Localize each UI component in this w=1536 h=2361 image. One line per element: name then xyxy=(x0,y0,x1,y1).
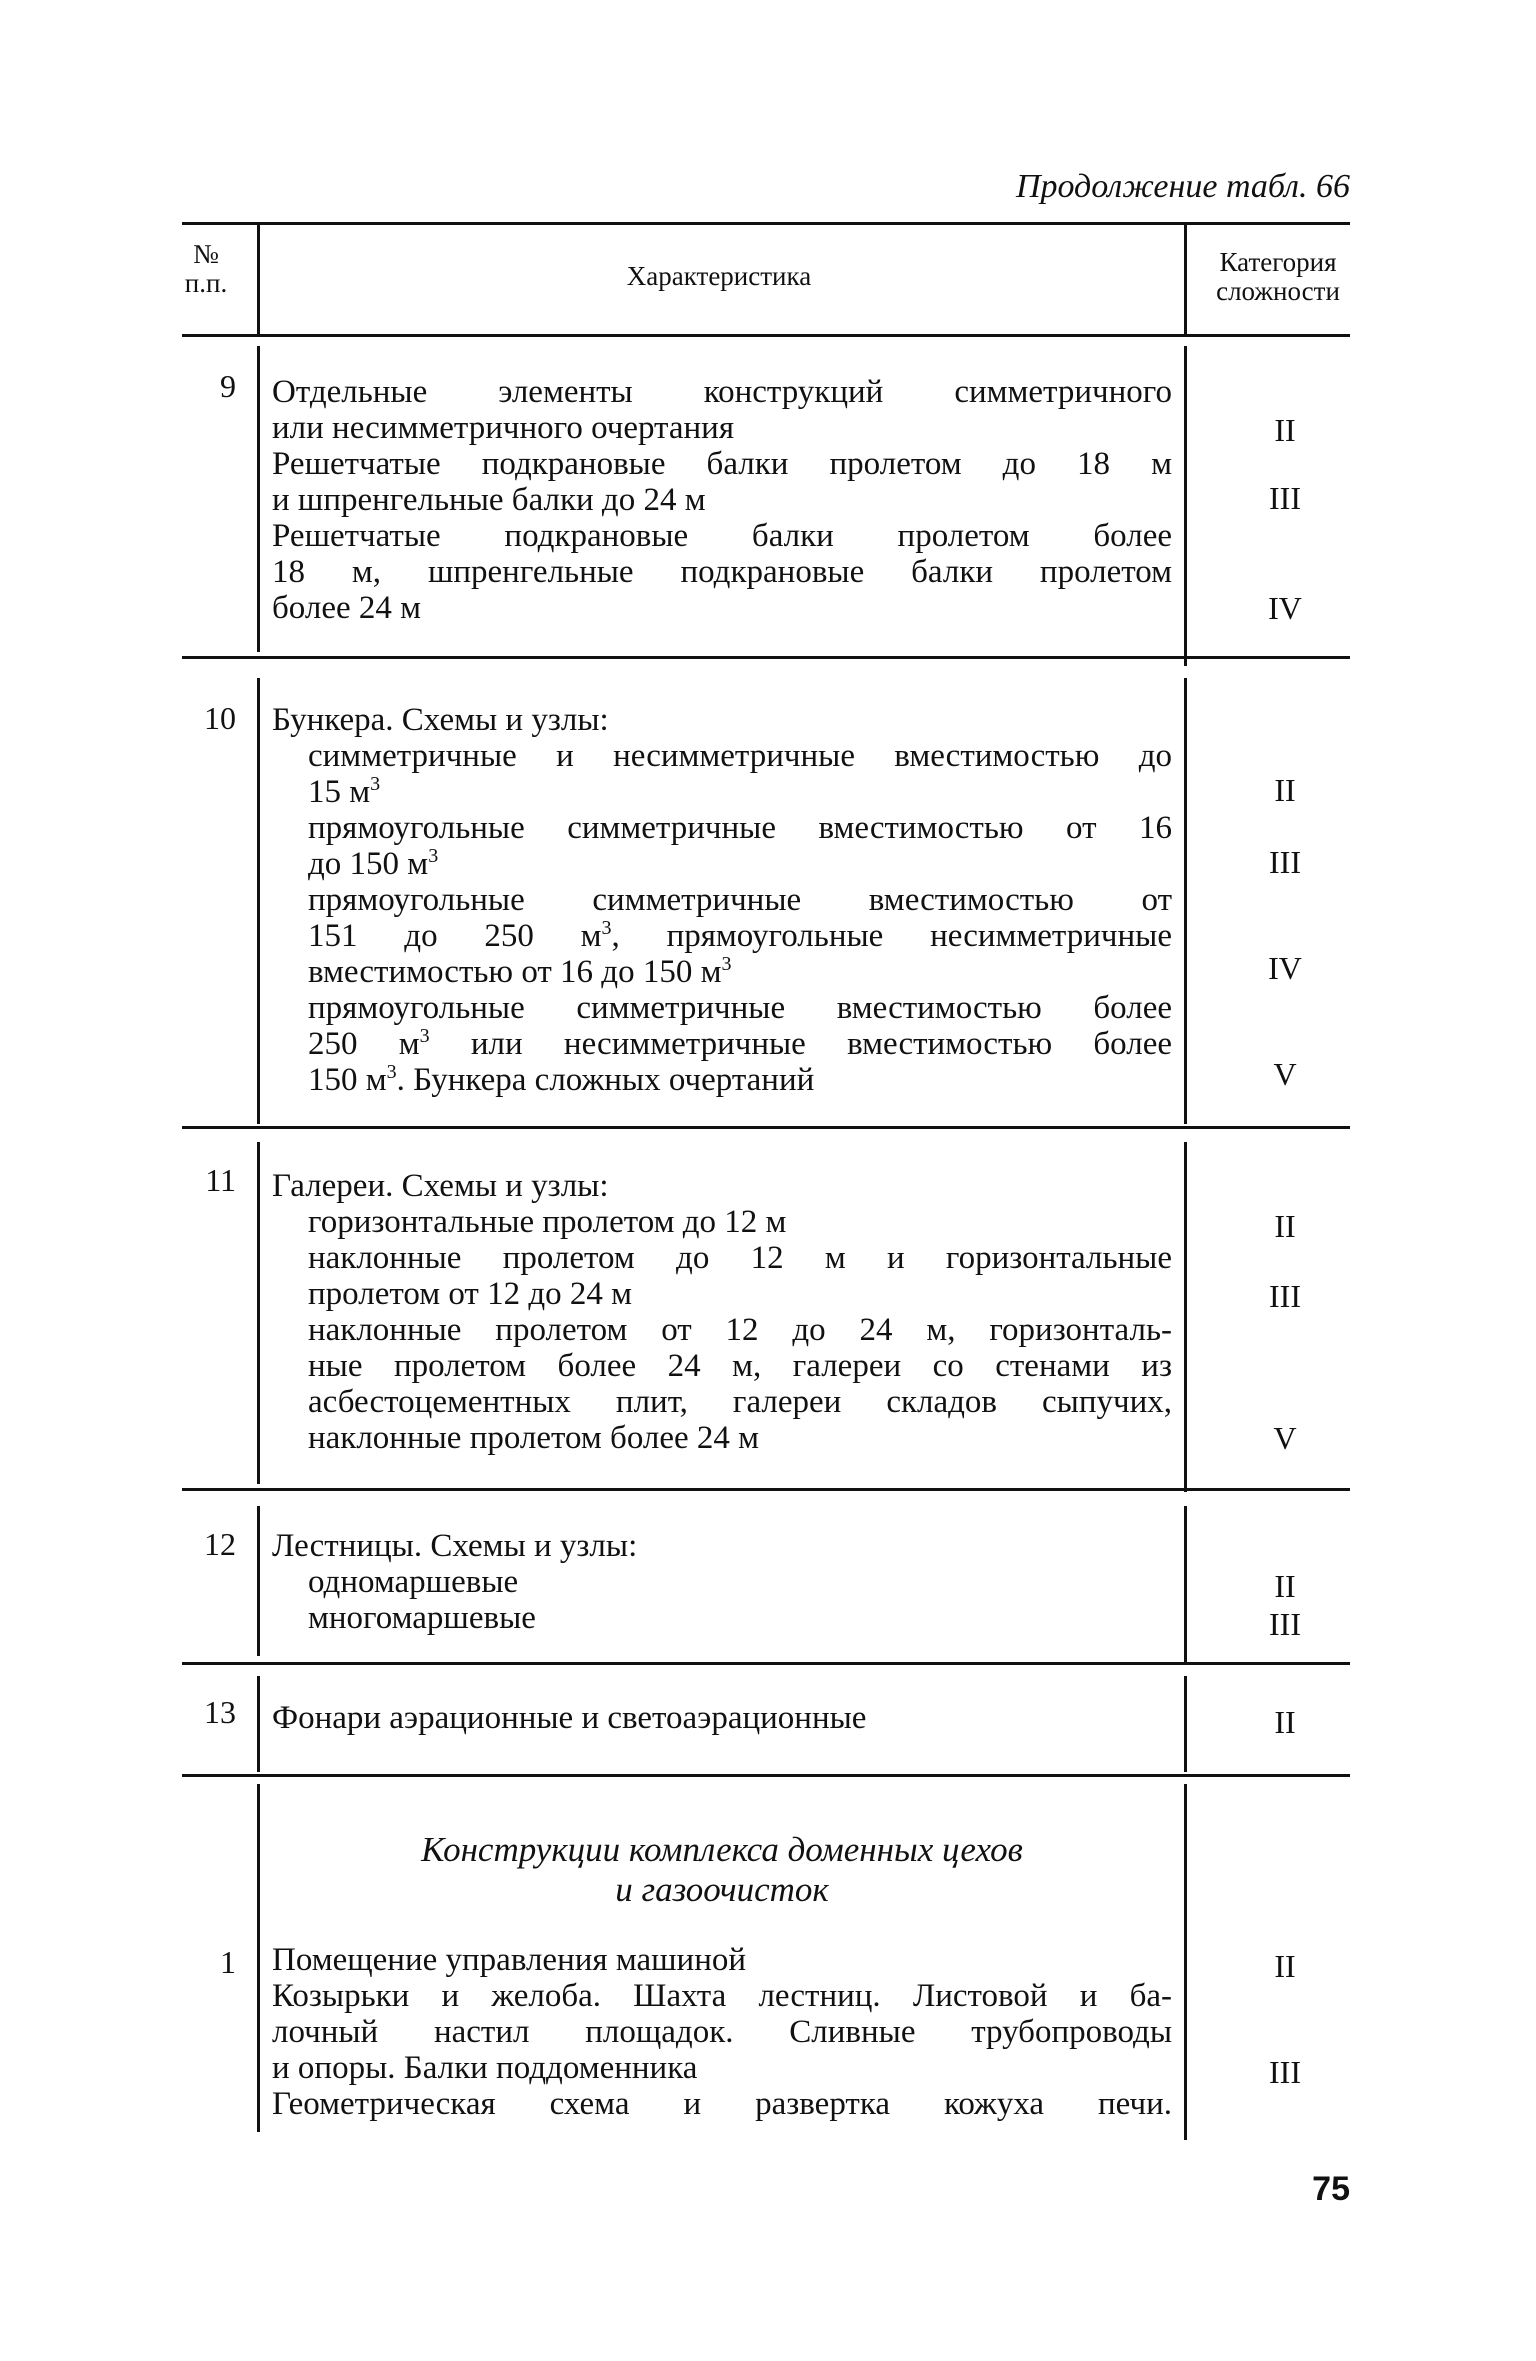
row-text xyxy=(272,1528,1172,1636)
header-bottom-rule xyxy=(182,334,1350,337)
text-line: Помещение управления машиной xyxy=(272,1942,747,1978)
text-line: 151 до 250 $м^3$, прямоугольные несимметричные xyxy=(308,917,1172,954)
header-cat-line1: Категория xyxy=(1219,247,1337,277)
category-value: III xyxy=(1269,1278,1301,1314)
category-value: II xyxy=(1274,772,1296,808)
header-divider-right xyxy=(1184,222,1187,336)
text-line: одномаршевые xyxy=(308,1564,519,1600)
text-line: вместимостью от 16 до 150 $м^3$ xyxy=(308,953,732,990)
text-line: и опоры. Балки поддоменника xyxy=(272,2050,698,2086)
category-value: II xyxy=(1274,1208,1296,1244)
page-number: 75 xyxy=(1312,2170,1350,2208)
text-line: 18 м, шпренгельные подкрановые балки пролетом xyxy=(272,554,1172,590)
text-line: пролетом от 12 до 24 м xyxy=(308,1276,632,1312)
text-line: прямоугольные симметричные вместимостью от 16 xyxy=(308,810,1172,846)
col-divider-left xyxy=(257,1676,260,1772)
header-num-line2: п.п. xyxy=(184,268,228,298)
col-divider-left xyxy=(257,1506,260,1656)
header-num-line1: № xyxy=(193,239,219,269)
row-rule xyxy=(182,1126,1350,1129)
header-cat xyxy=(1188,248,1368,306)
col-divider-right xyxy=(1184,678,1187,1124)
row-text xyxy=(272,1168,1172,1456)
col-divider-right xyxy=(1184,1784,1187,2140)
text-line: 150 $м^3$. Бункера сложных очертаний xyxy=(308,1061,815,1098)
category-value: III xyxy=(1269,1606,1301,1642)
category-value: II xyxy=(1274,1568,1296,1604)
category-value: III xyxy=(1269,480,1301,516)
text-line: многомаршевые xyxy=(308,1600,536,1636)
text-line: наклонные пролетом до 12 м и горизонтальные xyxy=(308,1240,1172,1276)
text-line: до 150 $м^3$ xyxy=(308,845,439,882)
text-line: Отдельные элементы конструкций симметричного xyxy=(272,374,1172,410)
row-text xyxy=(272,1700,1172,1736)
text-line: прямоугольные симметричные вместимостью более xyxy=(308,990,1172,1026)
col-divider-left xyxy=(257,1142,260,1484)
category-value: II xyxy=(1274,412,1296,448)
text-line: Козырьки и желоба. Шахта лестниц. Листовой и ба- xyxy=(272,1978,1172,2014)
text-line: наклонные пролетом более 24 м xyxy=(308,1420,760,1456)
table-caption: Продолжение табл. 66 xyxy=(1015,168,1350,205)
section-title xyxy=(272,1830,1172,1910)
category-value: III xyxy=(1269,2054,1301,2090)
category-value: III xyxy=(1269,844,1301,880)
row-text xyxy=(272,702,1172,1098)
col-divider-right xyxy=(1184,1142,1187,1492)
row-num: 9 xyxy=(220,368,236,404)
category-value: V xyxy=(1273,1420,1297,1456)
text-line: и шпренгельные балки до 24 м xyxy=(272,482,706,518)
row-rule xyxy=(182,1662,1350,1665)
row-num: 1 xyxy=(220,1944,236,1980)
col-divider-right xyxy=(1184,1676,1187,1772)
text-line: лочный настил площадок. Сливные трубопроводы xyxy=(272,2014,1172,2050)
text-line: ные пролетом более 24 м, галереи со стенами из xyxy=(308,1348,1172,1384)
header-top-rule xyxy=(182,222,1350,225)
header-divider-left xyxy=(257,222,260,336)
header-desc: Характеристика xyxy=(626,261,812,291)
text-line: Решетчатые подкрановые балки пролетом до 18 м xyxy=(272,446,1172,482)
text-line: прямоугольные симметричные вместимостью от xyxy=(308,882,1172,918)
text-line: 250 $м^3$ или несимметричные вместимостью более xyxy=(308,1025,1173,1062)
header-cat-line2: сложности xyxy=(1216,276,1340,306)
row-num: 13 xyxy=(204,1694,236,1730)
text-line: 15 $м^3$ xyxy=(308,773,381,810)
col-divider-right xyxy=(1184,1506,1187,1662)
section-title-line2: и газоочисток xyxy=(615,1870,829,1909)
header-num xyxy=(170,240,242,298)
row-text xyxy=(272,374,1172,626)
row-num: 12 xyxy=(204,1526,236,1562)
row-num: 11 xyxy=(205,1162,236,1198)
text-line: Лестницы. Схемы и узлы: xyxy=(272,1528,638,1564)
category-value: IV xyxy=(1268,950,1302,986)
text-line: более 24 м xyxy=(272,590,421,626)
text-line: горизонтальные пролетом до 12 м xyxy=(308,1204,787,1240)
category-value: V xyxy=(1273,1056,1297,1092)
row-text xyxy=(272,1942,1172,2122)
col-divider-left xyxy=(257,346,260,652)
section-title-line1: Конструкции комплекса доменных цехов xyxy=(421,1830,1023,1869)
text-line: Бункера. Схемы и узлы: xyxy=(272,702,609,738)
col-divider-left xyxy=(257,1784,260,2132)
col-divider-left xyxy=(257,678,260,1124)
text-line: Галереи. Схемы и узлы: xyxy=(272,1168,609,1204)
row-rule xyxy=(182,1774,1350,1777)
text-line: наклонные пролетом от 12 до 24 м, горизонталь- xyxy=(308,1312,1172,1348)
category-value: II xyxy=(1274,1704,1296,1740)
col-divider-right xyxy=(1184,346,1187,666)
text-line: Фонари аэрационные и светоаэрационные xyxy=(272,1700,867,1736)
text-line: или несимметричного очертания xyxy=(272,410,735,446)
text-line: асбестоцементных плит, галереи складов сыпучих, xyxy=(308,1384,1172,1420)
row-rule xyxy=(182,656,1350,659)
text-line: Решетчатые подкрановые балки пролетом более xyxy=(272,518,1172,554)
category-value: IV xyxy=(1268,590,1302,626)
row-rule xyxy=(182,1488,1350,1491)
text-line: симметричные и несимметричные вместимостью до xyxy=(308,738,1172,774)
text-line: Геометрическая схема и развертка кожуха печи. xyxy=(272,2086,1172,2122)
row-num: 10 xyxy=(204,700,236,736)
category-value: II xyxy=(1274,1948,1296,1984)
